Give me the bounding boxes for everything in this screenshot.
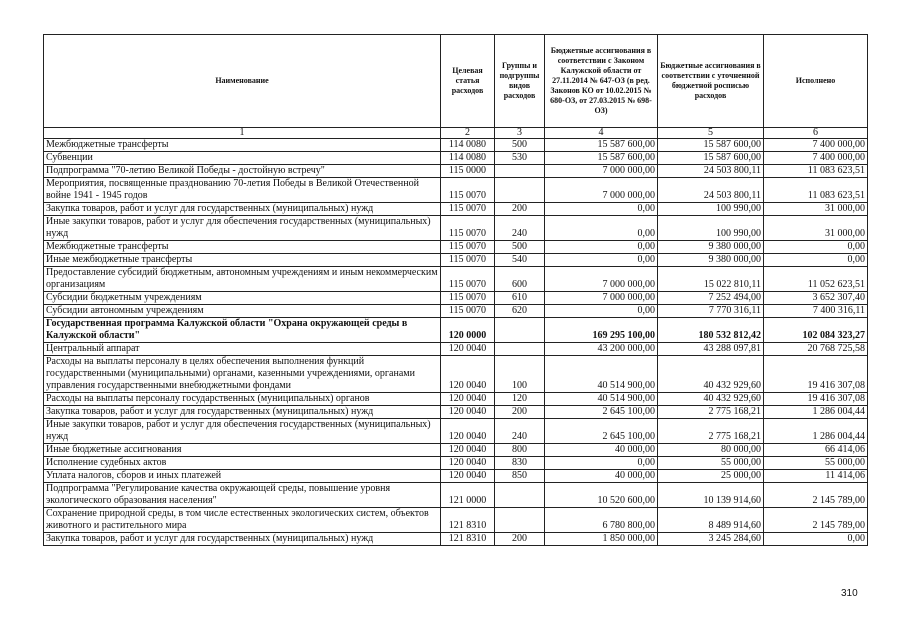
table-row xyxy=(44,267,868,292)
executed-value: 11 052 623,51 xyxy=(764,267,868,292)
revised-allocation-value: 9 380 000,00 xyxy=(658,241,764,254)
row-name: Субсидии автономным учреждениям xyxy=(44,305,441,318)
executed-value: 19 416 307,08 xyxy=(764,393,868,406)
table-row xyxy=(44,444,868,457)
column-number: 6 xyxy=(764,128,868,139)
executed-value: 2 145 789,00 xyxy=(764,483,868,508)
executed-value: 11 083 623,51 xyxy=(764,178,868,203)
target-article-code: 115 0070 xyxy=(441,216,495,241)
target-article-code: 115 0000 xyxy=(441,165,495,178)
header-name: Наименование xyxy=(44,35,441,128)
target-article-code: 120 0040 xyxy=(441,393,495,406)
revised-allocation-value: 15 587 600,00 xyxy=(658,152,764,165)
revised-allocation-value: 2 775 168,21 xyxy=(658,406,764,419)
revised-allocation-value: 8 489 914,60 xyxy=(658,508,764,533)
table-row xyxy=(44,406,868,419)
table-row xyxy=(44,292,868,305)
row-name: Закупка товаров, работ и услуг для государственных (муниципальных) нужд xyxy=(44,533,441,546)
law-allocation-value: 7 000 000,00 xyxy=(545,292,658,305)
executed-value: 20 768 725,58 xyxy=(764,343,868,356)
revised-allocation-value: 24 503 800,11 xyxy=(658,165,764,178)
revised-allocation-value: 180 532 812,42 xyxy=(658,318,764,343)
law-allocation-value: 40 000,00 xyxy=(545,444,658,457)
law-allocation-value: 0,00 xyxy=(545,203,658,216)
law-allocation-value: 10 520 600,00 xyxy=(545,483,658,508)
target-article-code: 115 0070 xyxy=(441,254,495,267)
law-allocation-value: 40 000,00 xyxy=(545,470,658,483)
expense-group-code: 530 xyxy=(495,152,545,165)
revised-allocation-value: 43 288 097,81 xyxy=(658,343,764,356)
header-revised-allocation: Бюджетные ассигнования в соответствии с уточненной бюджетной росписью расходов xyxy=(658,35,764,128)
expense-group-code: 200 xyxy=(495,533,545,546)
table-row xyxy=(44,241,868,254)
revised-allocation-value: 7 252 494,00 xyxy=(658,292,764,305)
revised-allocation-value: 100 990,00 xyxy=(658,216,764,241)
expense-group-code xyxy=(495,165,545,178)
row-name: Иные закупки товаров, работ и услуг для обеспечения государственных (муниципальных) нужд xyxy=(44,216,441,241)
target-article-code: 115 0070 xyxy=(441,203,495,216)
law-allocation-value: 7 000 000,00 xyxy=(545,178,658,203)
table-row xyxy=(44,533,868,546)
revised-allocation-value: 24 503 800,11 xyxy=(658,178,764,203)
target-article-code: 115 0070 xyxy=(441,267,495,292)
revised-allocation-value: 100 990,00 xyxy=(658,203,764,216)
expense-group-code: 500 xyxy=(495,139,545,152)
law-allocation-value: 7 000 000,00 xyxy=(545,267,658,292)
row-name: Уплата налогов, сборов и иных платежей xyxy=(44,470,441,483)
target-article-code: 115 0070 xyxy=(441,305,495,318)
row-name: Иные бюджетные ассигнования xyxy=(44,444,441,457)
row-name: Подпрограмма "Регулирование качества окружающей среды, повышение уровня экологического образования населения" xyxy=(44,483,441,508)
expense-group-code: 240 xyxy=(495,419,545,444)
executed-value: 1 286 004,44 xyxy=(764,419,868,444)
revised-allocation-value: 55 000,00 xyxy=(658,457,764,470)
executed-value: 2 145 789,00 xyxy=(764,508,868,533)
expense-group-code: 600 xyxy=(495,267,545,292)
table-row xyxy=(44,393,868,406)
law-allocation-value: 0,00 xyxy=(545,457,658,470)
row-name: Иные межбюджетные трансферты xyxy=(44,254,441,267)
table-row xyxy=(44,178,868,203)
row-name: Расходы на выплаты персоналу государственных (муниципальных) органов xyxy=(44,393,441,406)
expense-group-code: 240 xyxy=(495,216,545,241)
table-row xyxy=(44,216,868,241)
table-row xyxy=(44,356,868,393)
expense-group-code: 850 xyxy=(495,470,545,483)
target-article-code: 114 0080 xyxy=(441,152,495,165)
executed-value: 7 400 000,00 xyxy=(764,152,868,165)
header-target-article: Целевая статья расходов xyxy=(441,35,495,128)
row-name: Мероприятия, посвященные празднованию 70-летия Победы в Великой Отечественной войне 1941 - 1945 годов xyxy=(44,178,441,203)
law-allocation-value: 40 514 900,00 xyxy=(545,356,658,393)
expense-group-code xyxy=(495,343,545,356)
target-article-code: 114 0080 xyxy=(441,139,495,152)
executed-value: 11 083 623,51 xyxy=(764,165,868,178)
law-allocation-value: 7 000 000,00 xyxy=(545,165,658,178)
table-row xyxy=(44,508,868,533)
target-article-code: 115 0070 xyxy=(441,292,495,305)
expense-group-code: 500 xyxy=(495,241,545,254)
table-row xyxy=(44,203,868,216)
expense-group-code: 610 xyxy=(495,292,545,305)
law-allocation-value: 2 645 100,00 xyxy=(545,419,658,444)
column-number: 1 xyxy=(44,128,441,139)
row-name: Исполнение судебных актов xyxy=(44,457,441,470)
target-article-code: 121 0000 xyxy=(441,483,495,508)
expense-group-code: 540 xyxy=(495,254,545,267)
revised-allocation-value: 2 775 168,21 xyxy=(658,419,764,444)
expense-group-code: 200 xyxy=(495,406,545,419)
target-article-code: 120 0040 xyxy=(441,419,495,444)
row-name: Сохранение природной среды, в том числе естественных экологических систем, объектов животного и растительного мира xyxy=(44,508,441,533)
table-row xyxy=(44,343,868,356)
table-row xyxy=(44,457,868,470)
revised-allocation-value: 3 245 284,60 xyxy=(658,533,764,546)
expense-group-code: 100 xyxy=(495,356,545,393)
revised-allocation-value: 15 587 600,00 xyxy=(658,139,764,152)
revised-allocation-value: 9 380 000,00 xyxy=(658,254,764,267)
executed-value: 31 000,00 xyxy=(764,203,868,216)
law-allocation-value: 43 200 000,00 xyxy=(545,343,658,356)
law-allocation-value: 40 514 900,00 xyxy=(545,393,658,406)
target-article-code: 120 0040 xyxy=(441,406,495,419)
header-row xyxy=(44,35,868,128)
table-row xyxy=(44,165,868,178)
page-number: 310 xyxy=(841,588,858,599)
expense-group-code xyxy=(495,178,545,203)
column-number: 4 xyxy=(545,128,658,139)
table-row xyxy=(44,139,868,152)
expense-group-code xyxy=(495,508,545,533)
target-article-code: 120 0040 xyxy=(441,470,495,483)
column-number-row xyxy=(44,128,868,139)
expense-group-code xyxy=(495,483,545,508)
row-name: Предоставление субсидий бюджетным, автономным учреждениям и иным некоммерческим организациям xyxy=(44,267,441,292)
executed-value: 11 414,06 xyxy=(764,470,868,483)
table-row xyxy=(44,318,868,343)
executed-value: 0,00 xyxy=(764,254,868,267)
row-name: Подпрограмма "70-летию Великой Победы - достойную встречу" xyxy=(44,165,441,178)
expense-group-code: 200 xyxy=(495,203,545,216)
law-allocation-value: 6 780 800,00 xyxy=(545,508,658,533)
expense-group-code xyxy=(495,318,545,343)
executed-value: 0,00 xyxy=(764,533,868,546)
target-article-code: 120 0000 xyxy=(441,318,495,343)
table-row xyxy=(44,470,868,483)
expense-group-code: 120 xyxy=(495,393,545,406)
table-row xyxy=(44,483,868,508)
target-article-code: 115 0070 xyxy=(441,178,495,203)
row-name: Субвенции xyxy=(44,152,441,165)
column-number: 3 xyxy=(495,128,545,139)
target-article-code: 115 0070 xyxy=(441,241,495,254)
row-name: Межбюджетные трансферты xyxy=(44,241,441,254)
law-allocation-value: 2 645 100,00 xyxy=(545,406,658,419)
law-allocation-value: 15 587 600,00 xyxy=(545,139,658,152)
revised-allocation-value: 80 000,00 xyxy=(658,444,764,457)
table-row xyxy=(44,305,868,318)
row-name: Расходы на выплаты персоналу в целях обеспечения выполнения функций государственными (муниципальными) органами, казенными учреждениями, органами управления государственными внебюджетными фондами xyxy=(44,356,441,393)
executed-value: 7 400 316,11 xyxy=(764,305,868,318)
law-allocation-value: 1 850 000,00 xyxy=(545,533,658,546)
header-law-allocation: Бюджетные ассигнования в соответствии с Законом Калужской области от 27.11.2014 № 647-ОЗ (в ред. Законов КО от 10.02.2015 № 680-ОЗ, от 27.03.2015 № 698-ОЗ) xyxy=(545,35,658,128)
executed-value: 0,00 xyxy=(764,241,868,254)
row-name: Государственная программа Калужской области "Охрана окружающей среды в Калужской области" xyxy=(44,318,441,343)
revised-allocation-value: 40 432 929,60 xyxy=(658,356,764,393)
target-article-code: 121 8310 xyxy=(441,533,495,546)
executed-value: 3 652 307,40 xyxy=(764,292,868,305)
revised-allocation-value: 7 770 316,11 xyxy=(658,305,764,318)
budget-table xyxy=(43,34,868,546)
executed-value: 55 000,00 xyxy=(764,457,868,470)
expense-group-code: 800 xyxy=(495,444,545,457)
column-number: 5 xyxy=(658,128,764,139)
table-row xyxy=(44,152,868,165)
row-name: Закупка товаров, работ и услуг для государственных (муниципальных) нужд xyxy=(44,203,441,216)
law-allocation-value: 169 295 100,00 xyxy=(545,318,658,343)
column-number: 2 xyxy=(441,128,495,139)
target-article-code: 120 0040 xyxy=(441,343,495,356)
target-article-code: 120 0040 xyxy=(441,444,495,457)
law-allocation-value: 0,00 xyxy=(545,216,658,241)
row-name: Межбюджетные трансферты xyxy=(44,139,441,152)
row-name: Субсидии бюджетным учреждениям xyxy=(44,292,441,305)
row-name: Центральный аппарат xyxy=(44,343,441,356)
row-name: Закупка товаров, работ и услуг для государственных (муниципальных) нужд xyxy=(44,406,441,419)
executed-value: 1 286 004,44 xyxy=(764,406,868,419)
target-article-code: 120 0040 xyxy=(441,356,495,393)
executed-value: 66 414,06 xyxy=(764,444,868,457)
table-row xyxy=(44,419,868,444)
target-article-code: 121 8310 xyxy=(441,508,495,533)
expense-group-code: 830 xyxy=(495,457,545,470)
executed-value: 31 000,00 xyxy=(764,216,868,241)
header-executed: Исполнено xyxy=(764,35,868,128)
revised-allocation-value: 10 139 914,60 xyxy=(658,483,764,508)
law-allocation-value: 0,00 xyxy=(545,241,658,254)
target-article-code: 120 0040 xyxy=(441,457,495,470)
executed-value: 7 400 000,00 xyxy=(764,139,868,152)
revised-allocation-value: 40 432 929,60 xyxy=(658,393,764,406)
executed-value: 102 084 323,27 xyxy=(764,318,868,343)
table-body xyxy=(44,139,868,546)
law-allocation-value: 15 587 600,00 xyxy=(545,152,658,165)
expense-group-code: 620 xyxy=(495,305,545,318)
table-row xyxy=(44,254,868,267)
law-allocation-value: 0,00 xyxy=(545,254,658,267)
law-allocation-value: 0,00 xyxy=(545,305,658,318)
row-name: Иные закупки товаров, работ и услуг для обеспечения государственных (муниципальных) нужд xyxy=(44,419,441,444)
executed-value: 19 416 307,08 xyxy=(764,356,868,393)
revised-allocation-value: 15 022 810,11 xyxy=(658,267,764,292)
header-expense-group: Группы и подгруппы видов расходов xyxy=(495,35,545,128)
revised-allocation-value: 25 000,00 xyxy=(658,470,764,483)
